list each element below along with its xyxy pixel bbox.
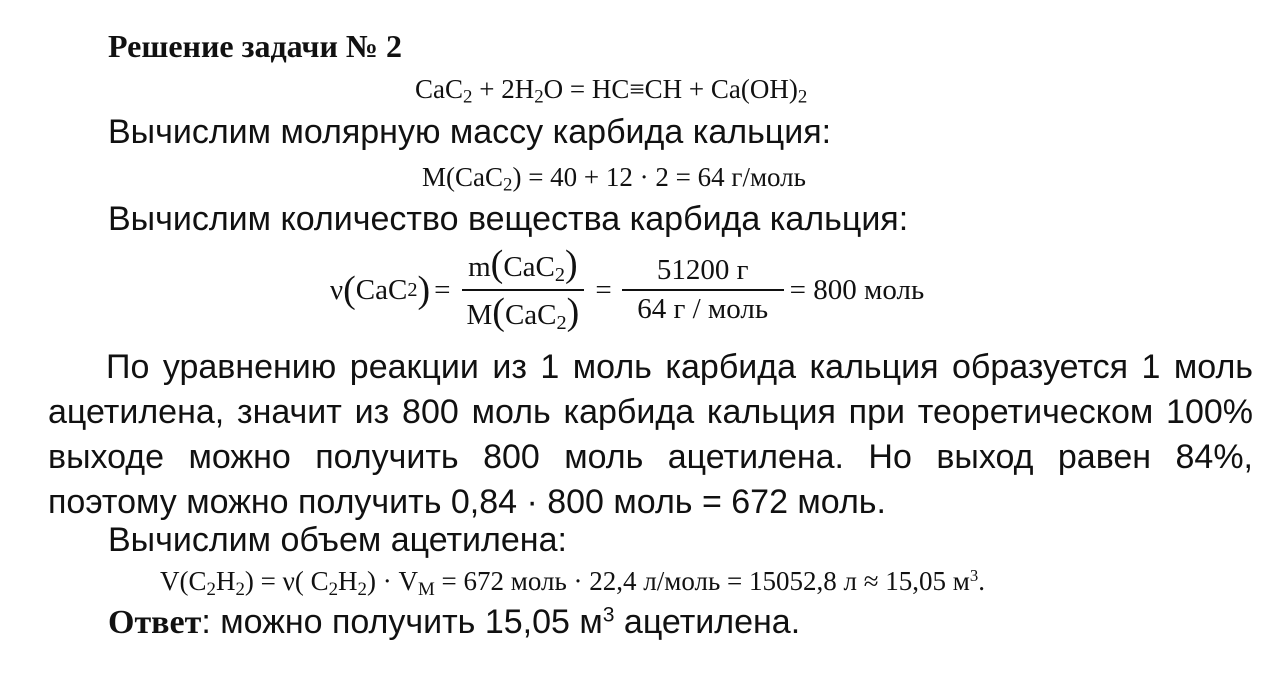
numeric-fraction: $\frac{51200 г}{\text{64 г / моль}}$ bbox=[622, 254, 784, 327]
task-title: Решение задачи № 2 bbox=[108, 28, 403, 64]
answer-label: Ответ bbox=[108, 604, 202, 641]
amount-equation: ν ( CaC 2 ) = $\frac{m(CaC_2)}{M(CaC_2)}$ = $\frac{51200 г}{\text{64 г / моль}}$ = 800 моль bbox=[330, 242, 925, 335]
explanation-paragraph: По уравнению реакции из 1 моль карбида кальция образуется 1 моль ацетилена, значит из 800 моль карбида кальция при теоретическом 100% выходе можно получить 800 моль ацетилена. Но выход равен 84%, поэтому можно получить 0,84 · 800 моль = 672 моль. bbox=[48, 348, 1253, 521]
step-molar-mass-text: Вычислим молярную массу карбида кальция: bbox=[108, 113, 832, 151]
volume-equation: $V(C_2H_2) = \nu$( $C_2H_2) \cdot V_M = 672$ моль · 22,4 л/моль = 15052,8 л ≈ 15,05 $м^3$. bbox=[160, 566, 985, 600]
step-volume-text: Вычислим объем ацетилена: bbox=[108, 521, 567, 559]
step-amount-text: Вычислим количество вещества карбида кальция: bbox=[108, 200, 909, 238]
answer-line: Ответ: можно получить 15,05 $м^3$ ацетилена. bbox=[108, 603, 801, 641]
amount-result: = 800 моль bbox=[789, 273, 925, 306]
molar-mass-equation: M(CaC$_2$) = 40 + 12 · 2 = 64 г/моль bbox=[422, 162, 806, 196]
reaction-equation: $CaC_2 + 2H_2O = HC\equiv CH + Ca(OH)_2$ bbox=[415, 74, 808, 108]
mass-over-molar-mass-fraction: $\frac{m(CaC_2)}{M(CaC_2)}$ bbox=[461, 245, 586, 336]
